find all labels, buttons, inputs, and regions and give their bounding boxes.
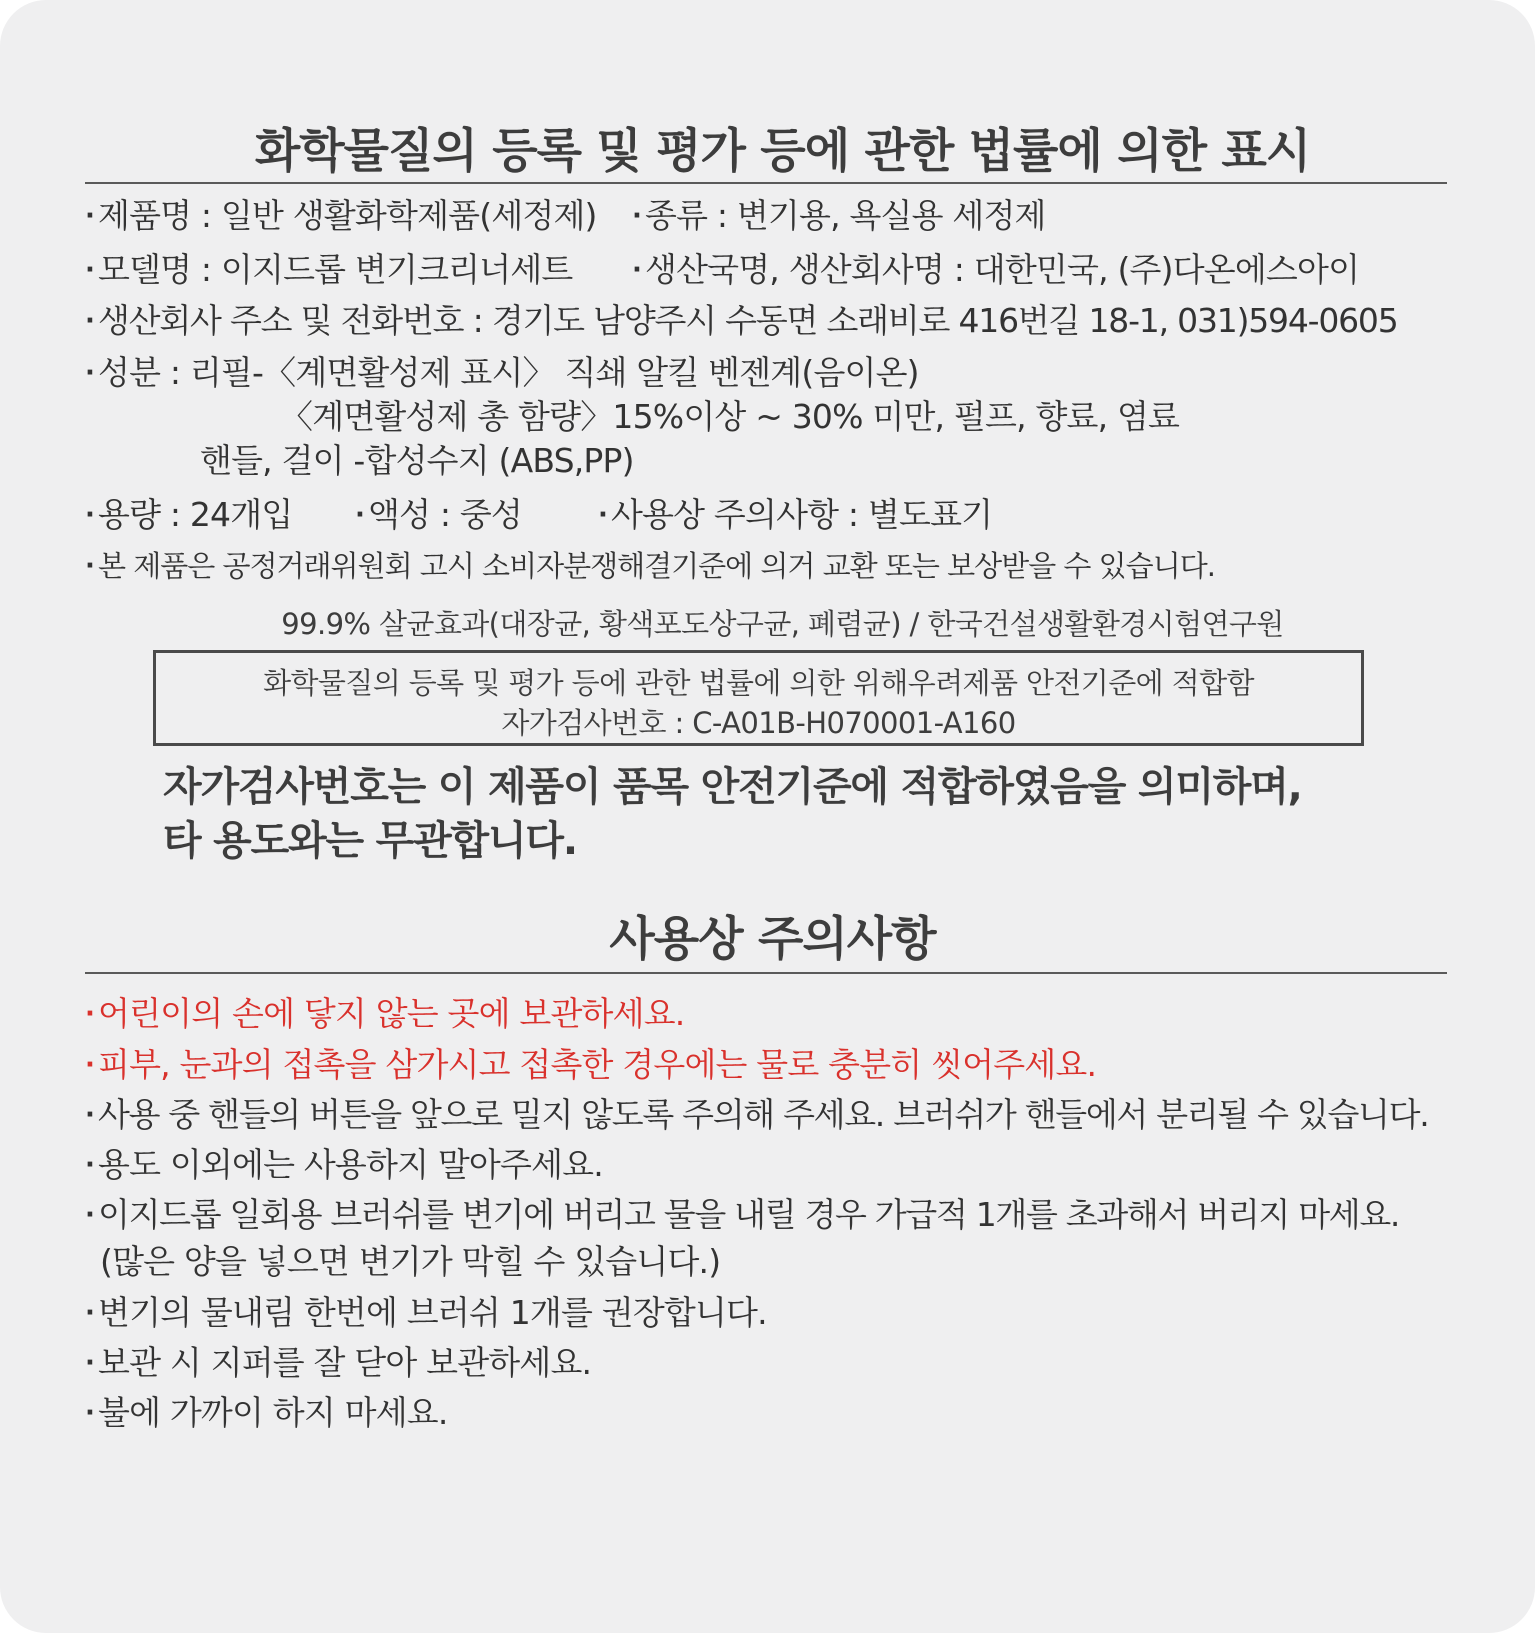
product-type: 종류 : 변기용, 욕실용 세정제 <box>645 196 1046 235</box>
ingredients-3: 핸들, 걸이 -합성수지 (ABS,PP) <box>200 441 634 480</box>
caution-continuation: (많은 양을 넣으면 변기가 막힐 수 있습니다.) <box>100 1242 721 1281</box>
bullet: · <box>85 500 95 530</box>
caution-item <box>85 994 684 1034</box>
inspection-note-2: 타 용도와는 무관합니다. <box>163 818 577 864</box>
bullet: · <box>632 255 642 285</box>
manufacturer: 생산국명, 생산회사명 : 대한민국, (주)다온에스아이 <box>645 250 1360 289</box>
bullet: · <box>85 1100 94 1130</box>
capacity-line <box>85 495 292 535</box>
address: 생산회사 주소 및 전화번호 : 경기도 남양주시 수동면 소래비로 416번길 18-1, 031)594-0605 <box>98 301 1398 340</box>
bullet: · <box>85 358 95 388</box>
bullet: · <box>85 306 94 336</box>
ingredients-2: 〈계면활성제 총 함량〉15%이상 ~ 30% 미만, 펄프, 향료, 염료 <box>280 397 1180 436</box>
ph: 액성 : 중성 <box>368 495 523 534</box>
caution-item <box>85 1145 603 1185</box>
bullet: · <box>85 1398 95 1428</box>
ingredients-line <box>85 353 919 393</box>
caution-item <box>85 1393 448 1433</box>
title-divider <box>85 182 1447 184</box>
bullet: · <box>85 999 95 1029</box>
model-name-line <box>85 250 572 290</box>
bullet: · <box>85 1348 95 1378</box>
caution-item <box>85 1095 1428 1135</box>
caution-text: 어린이의 손에 닿지 않는 곳에 보관하세요. <box>98 994 685 1033</box>
caution-ref-line <box>598 495 992 535</box>
caution-title: 사용상 주의사항 <box>609 912 936 967</box>
capacity: 용량 : 24개입 <box>98 495 293 534</box>
caution-text: 변기의 물내림 한번에 브러쉬 1개를 권장합니다. <box>98 1293 767 1332</box>
caution-item <box>85 1293 767 1333</box>
address-line <box>85 301 1398 341</box>
inspection-note-1: 자가검사번호는 이 제품이 품목 안전기준에 적합하였음을 의미하며, <box>163 764 1302 810</box>
caution-text: 피부, 눈과의 접촉을 삼가시고 접촉한 경우에는 물로 충분히 씻어주세요. <box>98 1045 1097 1084</box>
safety-standard-box <box>153 650 1364 746</box>
caution-item <box>85 1045 1096 1085</box>
compensation: 본 제품은 공정거래위원회 고시 소비자분쟁해결기준에 의거 교환 또는 보상받을 수 있습니다. <box>98 549 1215 583</box>
bullet: · <box>85 551 94 581</box>
bullet: · <box>632 201 642 231</box>
bullet: · <box>85 201 95 231</box>
bullet: · <box>85 1150 95 1180</box>
compensation-line <box>85 546 1215 586</box>
product-name-line <box>85 196 597 236</box>
caution-text: 용도 이외에는 사용하지 말아주세요. <box>98 1145 603 1184</box>
ph-line <box>355 495 522 535</box>
safety-standard-text: 화학물질의 등록 및 평가 등에 관한 법률에 의한 위해우려제품 안전기준에 적합함 <box>263 666 1254 700</box>
self-inspection-number: 자가검사번호 : C-A01B-H070001-A160 <box>501 706 1016 740</box>
product-name: 제품명 : 일반 생활화학제품(세정제) <box>98 196 597 235</box>
bullet: · <box>85 1050 95 1080</box>
bullet: · <box>598 500 608 530</box>
caution-ref: 사용상 주의사항 : 별도표기 <box>611 495 993 534</box>
caution-text: 불에 가까이 하지 마세요. <box>98 1393 448 1432</box>
bullet: · <box>85 1200 94 1230</box>
caution-item <box>85 1343 591 1383</box>
caution-text: 이지드롭 일회용 브러쉬를 변기에 버리고 물을 내릴 경우 가급적 1개를 초과해서 버리지 마세요. <box>98 1195 1400 1234</box>
bullet: · <box>85 1298 95 1328</box>
ingredients-1: 성분 : 리필-〈계면활성제 표시〉 직쇄 알킬 벤젠계(음이온) <box>98 353 919 392</box>
caution-item <box>85 1195 1399 1235</box>
sterilization-note: 99.9% 살균효과(대장균, 황색포도상구균, 폐렴균) / 한국건설생활환경시험연구원 <box>281 607 1284 641</box>
caution-text: 사용 중 핸들의 버튼을 앞으로 밀지 않도록 주의해 주세요. 브러쉬가 핸들에서 분리될 수 있습니다. <box>98 1095 1429 1134</box>
manufacturer-line <box>632 250 1359 290</box>
model-name: 모델명 : 이지드롭 변기크리너세트 <box>98 250 573 289</box>
caution-text: 보관 시 지퍼를 잘 닫아 보관하세요. <box>98 1343 592 1382</box>
label-title: 화학물질의 등록 및 평가 등에 관한 법률에 의한 표시 <box>254 124 1311 179</box>
bullet: · <box>355 500 365 530</box>
bullet: · <box>85 255 95 285</box>
caution-divider <box>85 972 1447 974</box>
type-line <box>632 196 1046 236</box>
